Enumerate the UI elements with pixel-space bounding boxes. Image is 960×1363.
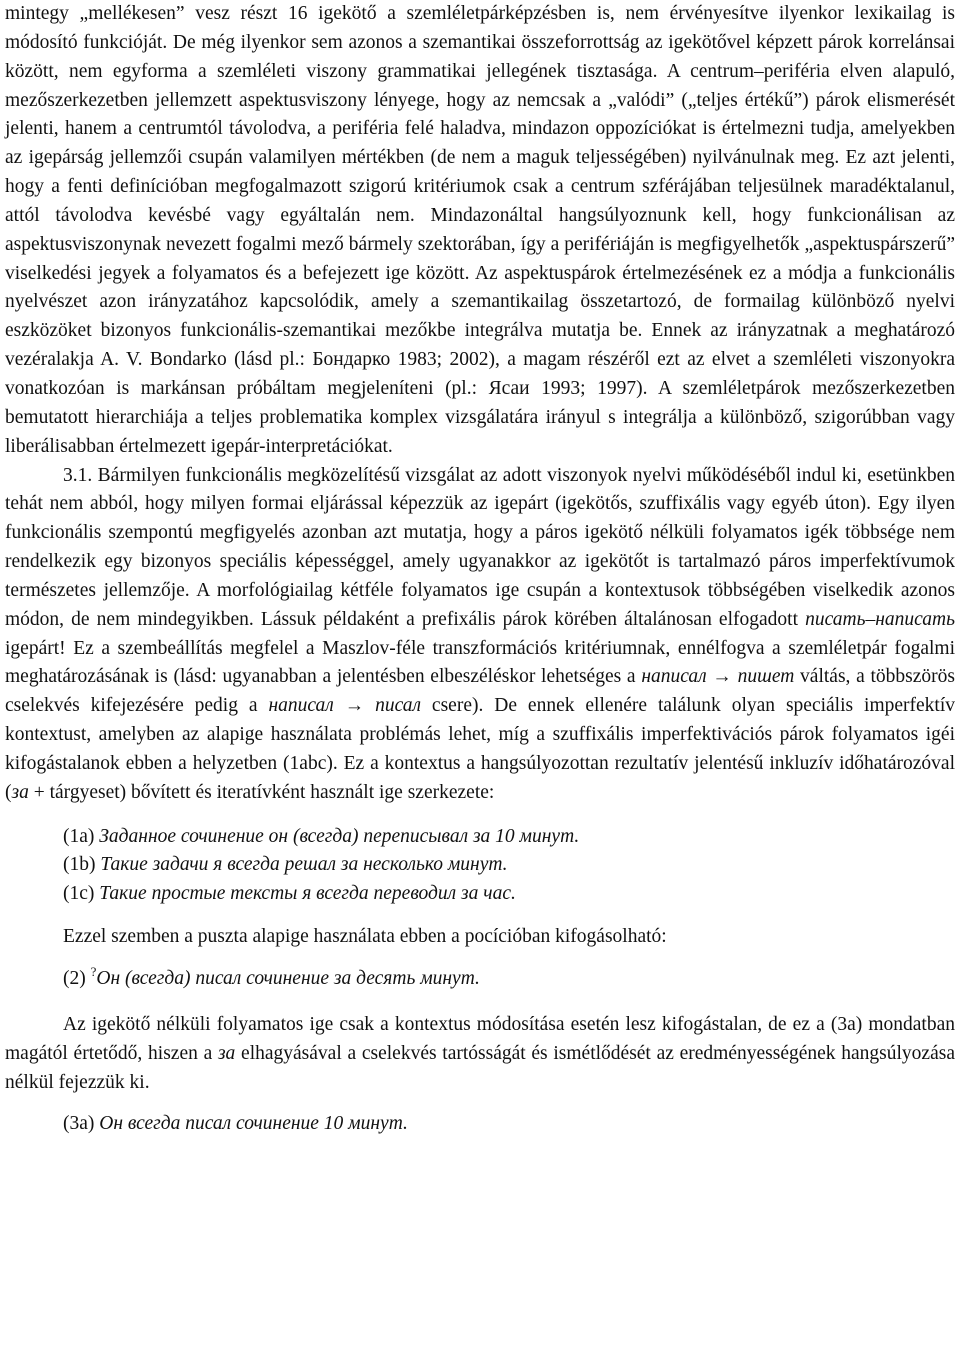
example-1a [5,823,955,852]
example-1b [5,851,955,880]
paragraph-text: csere). De ennek ellenére találunk olyan speciális imperfektív kontextust, amelyben az alapige használata problémás lehet, míg a szuffixális imperfektivációs párok folyamatos igéi kifogástalanok ebben a helyzetben (1abc). Ez a kontextus a hangsúlyozottan rezultatív jelentésű inkluzív időhatározóval ( [5,695,955,803]
example-sentence: Такие простые тексты я всегда переводил за час. [99,883,516,905]
paragraph-contrast [5,923,955,952]
paragraph-text: Ezzel szemben a puszta alapige használata ebben a pocícióban kifogásolható: [63,926,667,948]
example-label: (2) [63,968,91,989]
paragraph-context-modification [5,1011,955,1098]
questionable-mark: ? [90,964,97,979]
paragraph-text: 3.1. Bármilyen funkcionális megközelítésű vizsgálat az adott viszonyok nyelvi működéséből indul ki, esetünkben tehát nem abból, hogy milyen formai eljárással képezzük az igepárt (igekötős, szuffixális vagy egyéb úton). Egy ilyen funkcionális szempontú megfigyelés azonban azt mutatja, hogy a páros igekötő nélküli folyamatos igék többsége nem rendelkezik egy bizonyos speciális képességgel, amely ugyanakkor az igekötőt is tartalmazó páros imperfektívumok természetes jellemzője. A morfológiailag kétféle folyamatos ige csupán a kontextusok többségében viselkedik azonos módon, de nem mindegyikben. Lássuk példaként a prefixális párok körében általánosan elfogadott [5,464,955,630]
example-sentence: Он всегда писал сочинение 10 минут. [99,1113,408,1135]
example-2 [5,965,955,995]
example-label: (1a) [63,825,100,847]
paragraph-aspect-field [5,0,955,462]
paragraph-text: Az igekötő nélküli folyamatos ige csak a kontextus módosítása esetén lesz kifogástalan, de ez a (3a) mondatban magától értetődő, hiszen a [5,1013,955,1064]
example-label: (1b) [63,854,101,876]
paragraph-text: mintegy „mellékesen” vesz részt 16 igekötő a szemléletpárképzésben is, nem érvényesítve ilyenkor lexikailag is módosító funkcióját. De még ilyenkor sem azonos a szemantikai összeforrottság az igekötővel képzett párok korrelánsai között, nem egyforma a szemléleti viszony grammatikai jellegének tisztasága. A centrum–periféria elven alapuló, mezőszerkezetben jellemzett aspektusviszony lényege, hogy az nemcsak a „valódi” („teljes értékű”) párok elismerését jelenti, hanem a centrumtól távolodva, a periféria felé haladva, mindazon oppozíciókat is értelmezni tudja, amelyekben az igepárság jellemzői csupán valamilyen mértékben (de nem a maguk teljességében) nyilvánulnak meg. Ez azt jelenti, hogy a fenti definícióban megfogalmazott szigorú kritériumok csak a centrum szférájában teljesülnek maradéktalanul, attól távolodva kevésbé vagy egyáltalán nem. Mindazonáltal hangsúlyoznunk kell, hogy funkcionálisan az aspektusviszonynak nevezett fogalmi mező bármely szektorában, így a perifériáján is megfigyelhetők „aspektuspárszerű” viselkedési jegyek a folyamatos és a befejezett ige között. Az aspektuspárok értelmezésének ez a módja a funkcionális nyelvészet azon irányzatához kapcsolódik, amely a szemantikailag összetartozó, de formailag különböző nyelvi eszközöket bizonyos funkcionális-szemantikai mezőkbe integrálva mutatja be. Ennek az irányzatnak a meghatározó vezéralakja A. V. Bondarko (lásd pl.: Бондарко 1983; 2002), a magam részéről ezt az elvet a szemléleti viszonyokra vonatkozóan is markánsan próbáltam megjeleníteni (pl.: Ясаи 1993; 1997). A szemléletpárok mezőszerkezetben bemutatott hierarchiája a teljes problematika komplex vizsgálatára irányul s integrálja a különböző, szigorúbban vagy liberálisabban értelmezett igepár-interpretációkat. [5,3,955,457]
example-list-1 [5,823,955,910]
example-label: (1c) [63,883,100,905]
paragraph-text: + tárgyeset) bővített és iteratívként használt ige szerkezete: [28,781,495,803]
paragraph-text: váltás, a többszörös cselekvés kifejezésére pedig a [5,666,956,717]
example-3a [5,1110,955,1139]
russian-term: написал → пишет [641,666,795,688]
russian-term: писать–написать [805,608,955,630]
example-1c [5,880,955,909]
russian-term: за [11,781,29,803]
russian-term: написал → писал [268,695,422,717]
example-sentence: Заданное сочинение он (всегда) переписывал за 10 минут. [99,825,580,847]
example-label: (3a) [63,1113,100,1135]
paragraph-text: igepárt! Ez a szembeállítás megfelel a Maszlov-féle transzformációs kritériumnak, ennélfogva a szemléletpár fogalmi meghatározásának is (lásd: ugyanabban a jelentésben elbeszéléskor lehetséges a [5,637,955,688]
example-sentence: Он (всегда) писал сочинение за десять минут. [96,968,480,989]
example-sentence: Такие задачи я всегда решал за несколько минут. [100,854,508,876]
paragraph-text: elhagyásával a cselekvés tartósságát és ismétlődését az eredményességének hangsúlyozása nélkül fejezzük ki. [5,1042,955,1093]
paragraph-section-3-1 [5,462,955,808]
russian-term: за [217,1042,236,1064]
